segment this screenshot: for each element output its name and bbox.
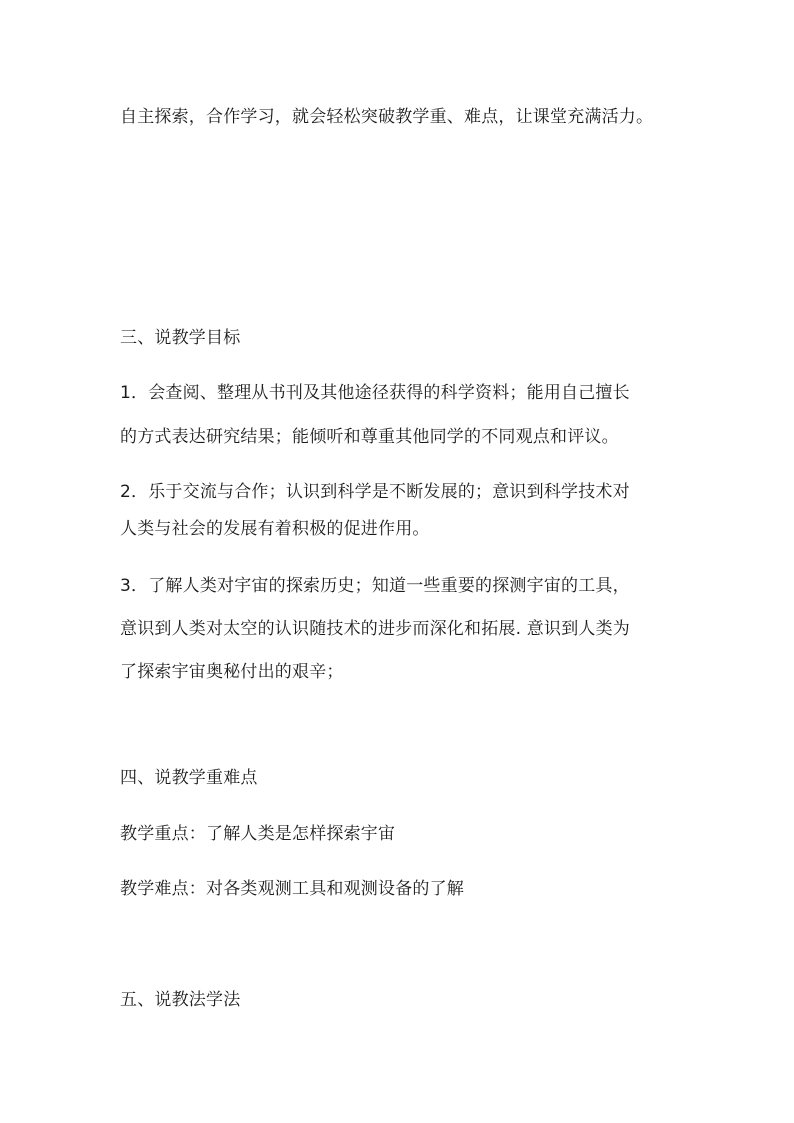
section-heading-teaching-objectives: 三、说教学目标	[120, 328, 241, 348]
objective-2-line-2: 人类与社会的发展有着积极的促进作用。	[120, 519, 430, 539]
intro-paragraph: 自主探索，合作学习，就会轻松突破教学重、难点，让课堂充满活力。	[120, 107, 654, 127]
objective-1-line-1: 1．会查阅、整理从书刊及其他途径获得的科学资料；能用自己擅长	[120, 383, 630, 403]
objective-3-line-3: 了探索宇宙奥秘付出的艰辛；	[120, 662, 344, 682]
teaching-key-point: 教学重点：了解人类是怎样探索宇宙	[120, 824, 396, 844]
objective-3-line-1: 3．了解人类对宇宙的探索历史；知道一些重要的探测宇宙的工具，	[120, 576, 630, 596]
section-heading-key-difficult-points: 四、说教学重难点	[120, 768, 258, 788]
section-heading-teaching-methods: 五、说教法学法	[120, 990, 241, 1010]
teaching-difficult-point: 教学难点：对各类观测工具和观测设备的了解	[120, 879, 464, 899]
objective-3-line-2: 意识到人类对太空的认识随技术的进步而深化和拓展. 意识到人类为	[120, 619, 631, 639]
objective-1-line-2: 的方式表达研究结果；能倾听和尊重其他同学的不同观点和评议。	[120, 427, 619, 447]
objective-2-line-1: 2．乐于交流与合作；认识到科学是不断发展的；意识到科学技术对	[120, 482, 630, 502]
